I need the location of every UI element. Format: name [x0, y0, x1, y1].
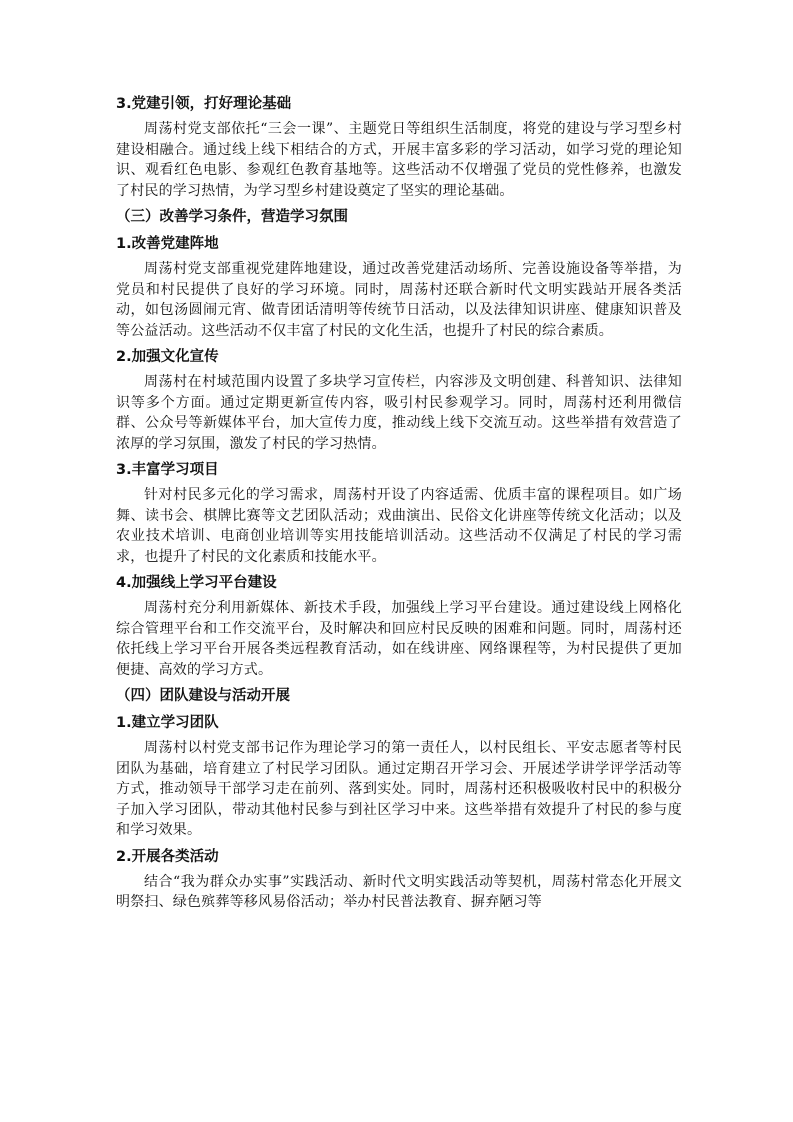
paragraph: 周荡村在村域范围内设置了多块学习宣传栏，内容涉及文明创建、科普知识、法律知识等多个方面。通过定期更新宣传内容，吸引村民参观学习。同时，周荡村还利用微信群、公众号等新媒体平台，加大宣传力度，推动线上线下交流互动。这些举措有效营造了浓厚的学习氛围，激发了村民的学习热情。	[116, 374, 682, 452]
subsection-heading: 3.丰富学习项目	[116, 462, 219, 478]
subsection-heading: 4.加强线上学习平台建设	[116, 575, 277, 591]
paragraph: 周荡村以村党支部书记作为理论学习的第一责任人，以村民组长、平安志愿者等村民团队为基础，培育建立了村民学习团队。通过定期召开学习会、开展述学讲学评学活动等方式，推动领导干部学习走在前列、落到实处。同时，周荡村还积极吸收村民中的积极分子加入学习团队，带动其他村民参与到社区学习中来。这些举措有效提升了村民的参与度和学习效果。	[116, 740, 682, 838]
document-page	[116, 88, 682, 913]
paragraph: 周荡村党支部依托“三会一课”、主题党日等组织生活制度，将党的建设与学习型乡村建设相融合。通过线上线下相结合的方式，开展丰富多彩的学习活动，如学习党的理论知识、观看红色电影、参观红色教育基地等。这些活动不仅增强了党员的党性修养，也激发了村民的学习热情，为学习型乡村建设奠定了坚实的理论基础。	[116, 121, 682, 199]
paragraph: 针对村民多元化的学习需求，周荡村开设了内容适需、优质丰富的课程项目。如广场舞、读书会、棋牌比赛等文艺团队活动；戏曲演出、民俗文化讲座等传统文化活动；以及农业技术培训、电商创业培训等实用技能培训活动。这些活动不仅满足了村民的学习需求，也提升了村民的文化素质和技能水平。	[116, 487, 682, 565]
subsection-heading: 1.建立学习团队	[116, 715, 219, 731]
section-heading: （三）改善学习条件，营造学习氛围	[116, 209, 348, 225]
paragraph: 周荡村党支部重视党建阵地建设，通过改善党建活动场所、完善设施设备等举措，为党员和村民提供了良好的学习环境。同时，周荡村还联合新时代文明实践站开展各类活动，如包汤圆闹元宵、做青团话清明等传统节日活动，以及法律知识讲座、健康知识普及等公益活动。这些活动不仅丰富了村民的文化生活，也提升了村民的综合素质。	[116, 261, 682, 339]
paragraph: 周荡村充分利用新媒体、新技术手段，加强线上学习平台建设。通过建设线上网格化综合管理平台和工作交流平台，及时解决和回应村民反映的困难和问题。同时，周荡村还依托线上学习平台开展各类远程教育活动，如在线讲座、网络课程等，为村民提供了更加便捷、高效的学习方式。	[116, 600, 682, 678]
subsection-heading: 2.加强文化宣传	[116, 349, 219, 365]
subsection-heading: 1.改善党建阵地	[116, 236, 219, 252]
section-heading: （四）团队建设与活动开展	[116, 688, 290, 704]
subsection-heading: 2.开展各类活动	[116, 848, 219, 865]
section-heading: 3.党建引领，打好理论基础	[116, 96, 292, 112]
paragraph: 结合“我为群众办实事”实践活动、新时代文明实践活动等契机，周荡村常态化开展文明祭扫、绿色殡葬等移风易俗活动；举办村民普法教育、摒弃陋习等	[116, 873, 682, 910]
